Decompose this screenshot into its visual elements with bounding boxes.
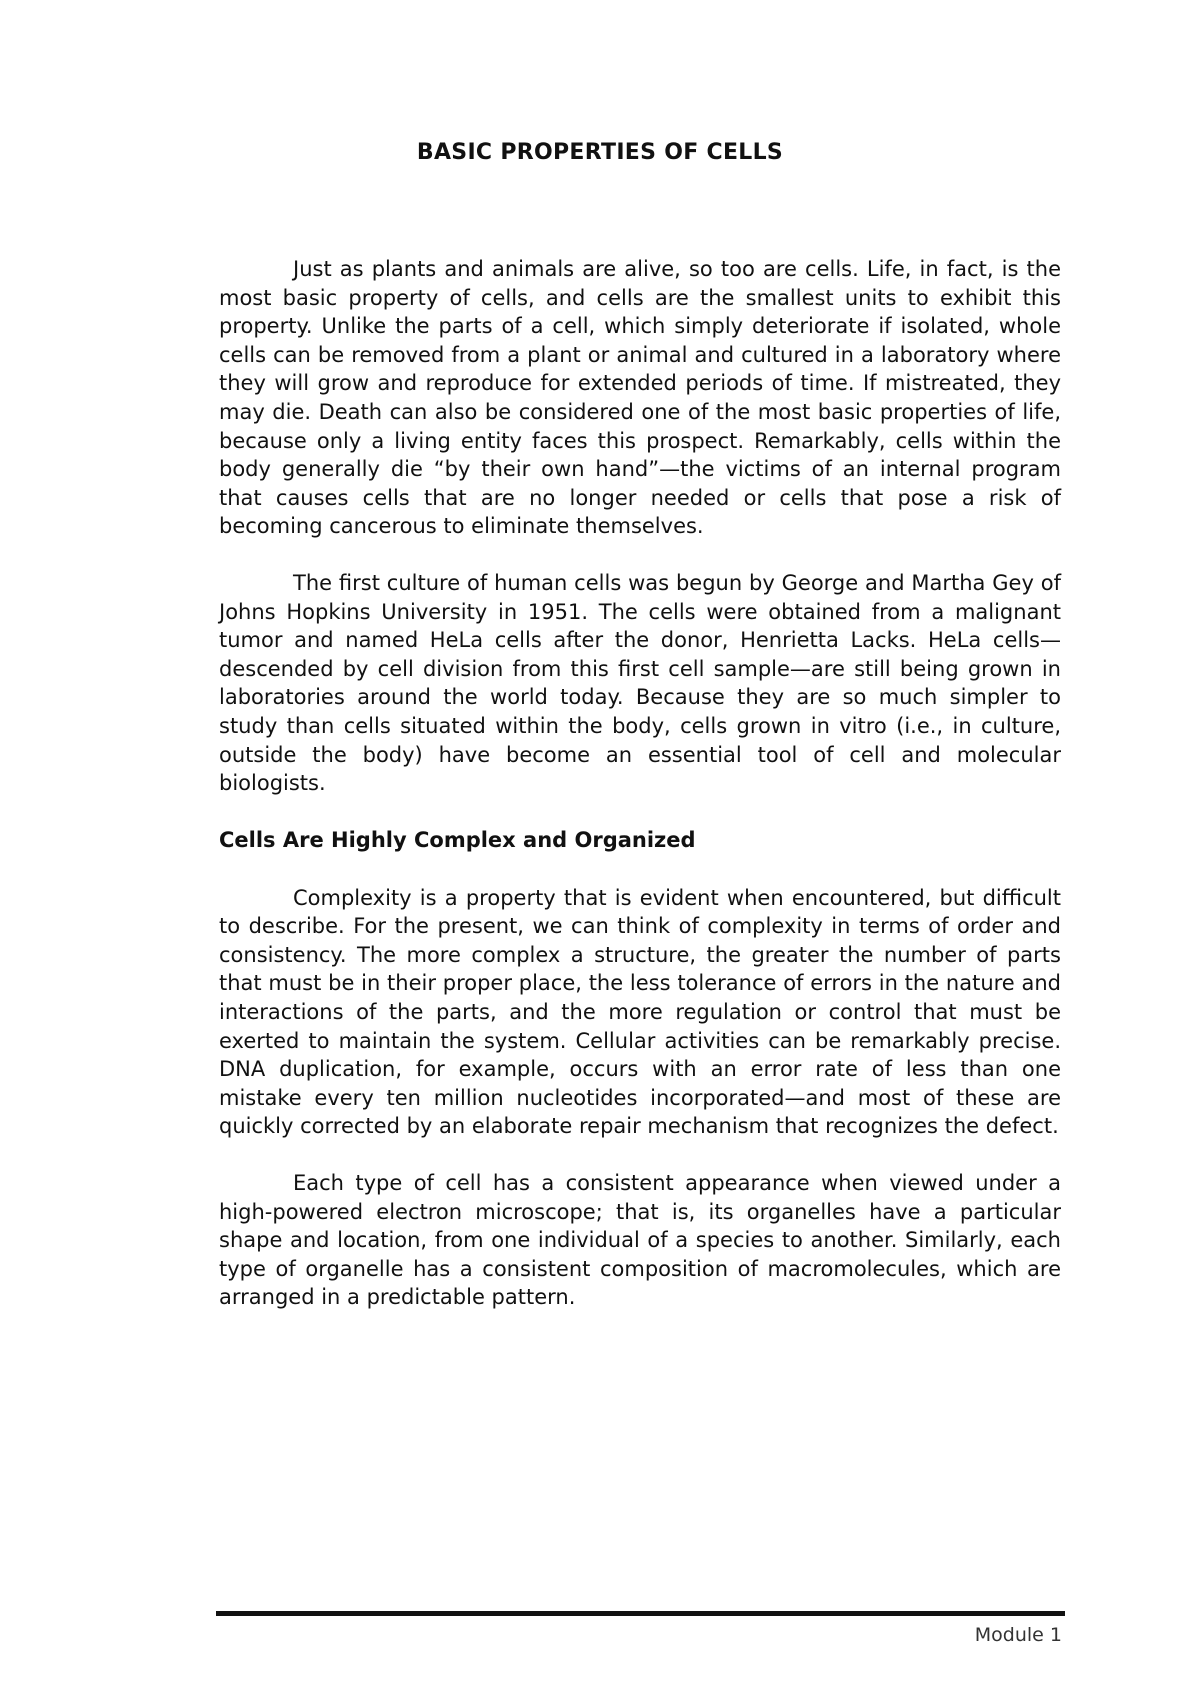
- section-heading: Cells Are Highly Complex and Organized: [219, 827, 696, 852]
- footer-divider: [216, 1611, 1065, 1616]
- paragraph-hela: The first culture of human cells was begun by George and Martha Gey of Johns Hopkins University in 1951. The cells were obtained from a malignant tumor and named HeLa cells after the donor, Henrietta Lacks. HeLa cells—descended by cell division from this first cell sample—are still being grown in laboratories around the world today. Because they are so much simpler to study than cells situated within the body, cells grown in vitro (i.e., in culture, outside the body) have become an essential tool of cell and molecular biologists.: [219, 570, 1061, 796]
- paragraph-complexity: Complexity is a property that is evident when encountered, but difficult to describe. For the present, we can think of complexity in terms of order and consistency. The more complex a structure, the greater the number of parts that must be in their proper place, the less tolerance of errors in the nature and interactions of the parts, and the more regulation or control that must be exerted to maintain the system. Cellular activities can be remarkably precise. DNA duplication, for example, occurs with an error rate of less than one mistake every ten million nucleotides incorporated—and most of these are quickly corrected by an elaborate repair mechanism that recognizes the defect.: [219, 885, 1061, 1139]
- paragraph-organelles: Each type of cell has a consistent appearance when viewed under a high-powered electron microscope; that is, its organelles have a particular shape and location, from one individual of a species to another. Similarly, each type of organelle has a consistent composition of macromolecules, which are arranged in a predictable pattern.: [219, 1171, 1061, 1310]
- paragraph-intro: Just as plants and animals are alive, so too are cells. Life, in fact, is the most basic property of cells, and cells are the smallest units to exhibit this property. Unlike the parts of a cell, which simply deteriorate if isolated, whole cells can be removed from a plant or animal and cultured in a laboratory where they will grow and reproduce for extended periods of time. If mistreated, they may die. Death can also be considered one of the most basic properties of life, because only a living entity faces this prospect. Remarkably, cells within the body generally die “by their own hand”—the victims of an internal program that causes cells that are no longer needed or cells that pose a risk of becoming cancerous to eliminate themselves.: [219, 257, 1061, 539]
- footer-module-label: Module 1: [974, 1624, 1062, 1646]
- document-body: [219, 255, 1061, 1340]
- page-title: BASIC PROPERTIES OF CELLS: [416, 140, 784, 165]
